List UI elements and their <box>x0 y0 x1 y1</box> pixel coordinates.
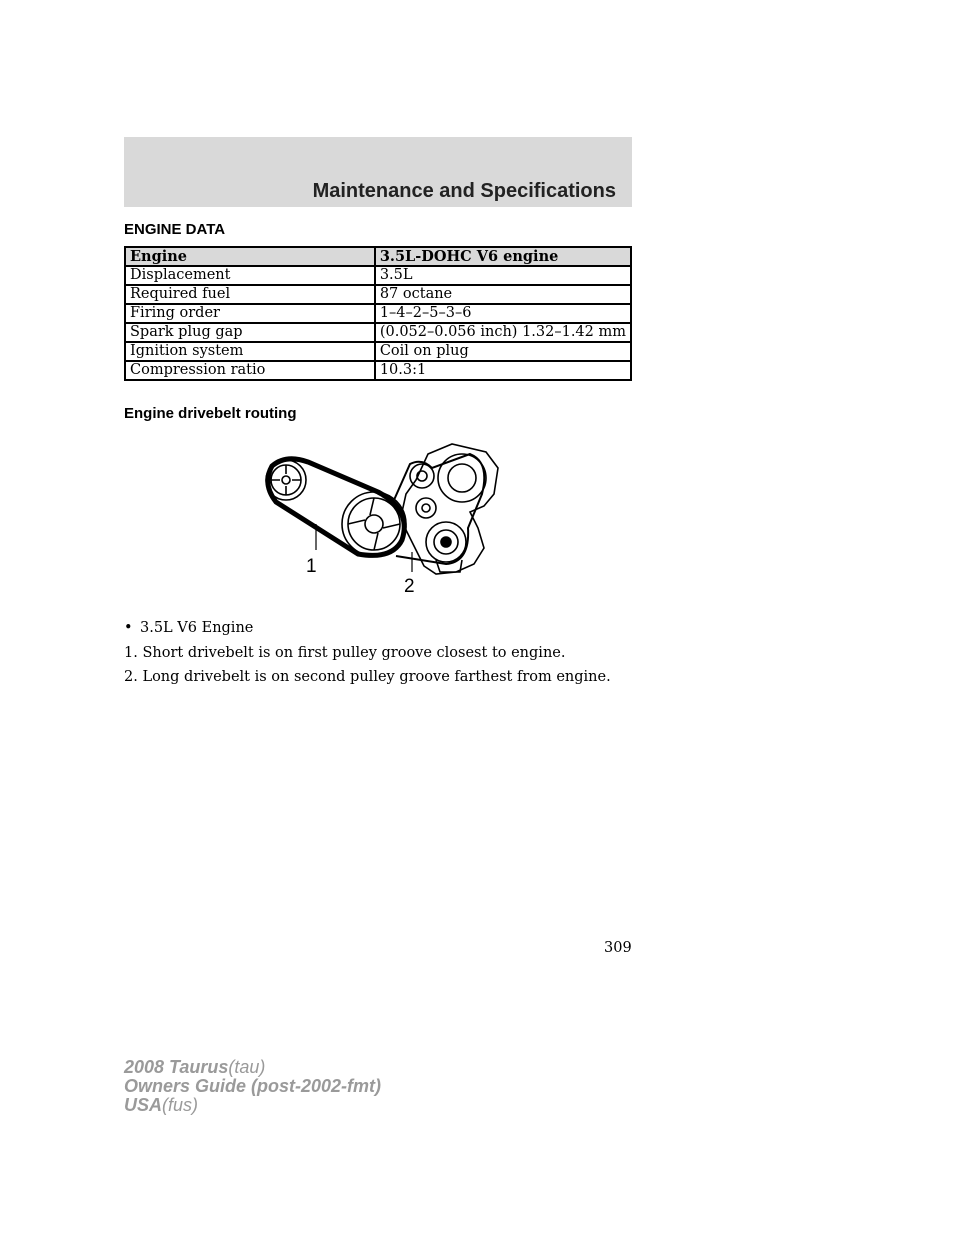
footer-line-3 <box>124 1096 381 1115</box>
bullet-icon: • <box>124 620 133 636</box>
table-cell-value: 3.5L <box>375 266 631 285</box>
drivebelt-diagram <box>256 432 516 610</box>
footer-line-2 <box>124 1077 381 1096</box>
table-cell-value: (0.052–0.056 inch) 1.32–1.42 mm <box>375 323 631 342</box>
table-row <box>125 304 631 323</box>
footer <box>124 1058 381 1115</box>
table-cell-label: Spark plug gap <box>125 323 375 342</box>
engine-data-table <box>124 246 632 381</box>
table-header-cell: 3.5L-DOHC V6 engine <box>375 247 631 266</box>
header-band <box>124 137 632 207</box>
table-cell-value: Coil on plug <box>375 342 631 361</box>
footer-line-1 <box>124 1058 381 1077</box>
section-title: ENGINE DATA <box>124 221 226 238</box>
table-cell-label: Ignition system <box>125 342 375 361</box>
table-cell-value: 87 octane <box>375 285 631 304</box>
footer-market-code: (fus) <box>162 1095 199 1115</box>
table-row <box>125 285 631 304</box>
table-row <box>125 266 631 285</box>
drivebelt-note-2: 2. Long drivebelt is on second pulley groove farthest from engine. <box>124 669 611 685</box>
table-cell-label: Compression ratio <box>125 361 375 380</box>
drivebelt-note-1: 1. Short drivebelt is on first pulley groove closest to engine. <box>124 645 566 661</box>
footer-model-code: (tau) <box>228 1057 266 1077</box>
callout-2: 2 <box>404 576 415 597</box>
footer-model: 2008 Taurus <box>124 1057 229 1077</box>
short-drivebelt <box>268 459 404 556</box>
footer-guide: Owners Guide (post-2002-fmt) <box>124 1076 382 1096</box>
table-cell-label: Firing order <box>125 304 375 323</box>
page-number: 309 <box>604 940 632 956</box>
table-cell-value: 1–4–2–5–3–6 <box>375 304 631 323</box>
page-header-title: Maintenance and Specifications <box>312 180 616 202</box>
table-row <box>125 361 631 380</box>
drivebelt-title: Engine drivebelt routing <box>124 405 297 422</box>
table-cell-label: Displacement <box>125 266 375 285</box>
table-cell-value: 10.3:1 <box>375 361 631 380</box>
tensioner-pulley <box>416 498 436 518</box>
callout-1: 1 <box>306 556 317 577</box>
bullet-item <box>124 620 253 636</box>
table-row <box>125 323 631 342</box>
bullet-text: 3.5L V6 Engine <box>140 620 254 636</box>
table-row <box>125 342 631 361</box>
footer-market: USA <box>124 1095 163 1115</box>
table-cell-label: Required fuel <box>125 285 375 304</box>
table-header-row <box>125 247 631 266</box>
table-header-cell: Engine <box>125 247 375 266</box>
